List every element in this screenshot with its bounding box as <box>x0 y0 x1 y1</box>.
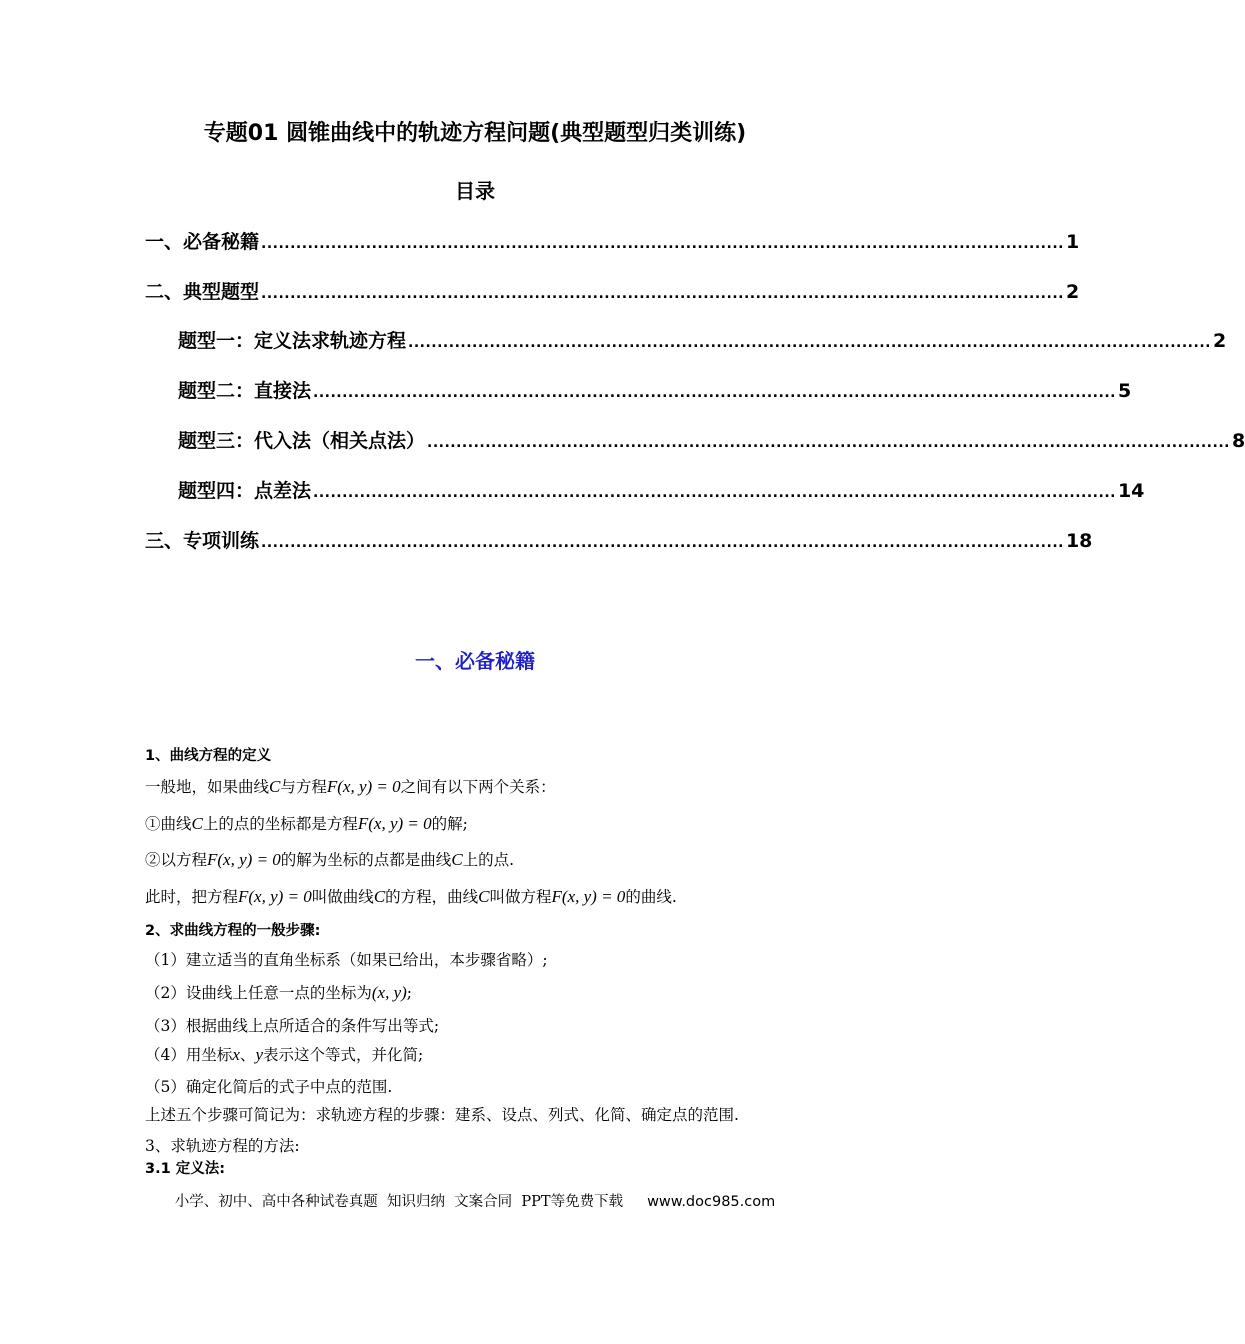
toc-item-label: 题型一：定义法求轨迹方程 <box>178 330 407 352</box>
toc-leader-dots: .......................................................................................................................................... <box>261 236 1064 252</box>
text: 一般地，如果曲线 <box>145 778 270 796</box>
text: 、 <box>239 1046 256 1064</box>
s3-heading: 3、求轨迹方程的方法: <box>145 1137 300 1155</box>
s31-heading: 3.1 定义法: <box>145 1161 226 1177</box>
toc-item-label: 题型四：点差法 <box>178 480 312 502</box>
toc-item-page: 2 <box>1212 330 1227 352</box>
text: 此时，把方程 <box>145 888 239 906</box>
math-xy: (x, y) <box>371 983 407 1002</box>
math-f: F(x, y) = 0 <box>551 887 626 906</box>
toc-item-bibei[interactable] <box>145 227 1080 255</box>
math-f: F(x, y) = 0 <box>357 814 432 833</box>
text: 的方程，曲线 <box>385 888 479 906</box>
toc-item-tixing2[interactable] <box>178 376 1132 404</box>
text: 上的点的坐标都是方程 <box>202 815 358 833</box>
math-f: F(x, y) = 0 <box>207 850 281 869</box>
toc-item-tixing4[interactable] <box>178 476 1145 504</box>
text: ①曲线 <box>145 815 192 833</box>
toc-item-page: 5 <box>1117 380 1132 402</box>
math-y: y <box>255 1045 263 1064</box>
s1-intro <box>145 777 556 797</box>
toc-item-tixing3[interactable] <box>178 426 1245 454</box>
toc-leader-dots: .......................................................................................................................................... <box>261 286 1064 302</box>
text: 之间有以下两个关系： <box>400 778 556 796</box>
math-f: F(x, y) = 0 <box>238 887 312 906</box>
s1-heading: 1、曲线方程的定义 <box>145 748 272 764</box>
toc-item-page: 1 <box>1065 231 1080 253</box>
toc-item-label: 题型三：代入法（相关点法） <box>178 430 426 452</box>
text: ②以方程 <box>145 851 208 869</box>
toc-item-page: 2 <box>1065 281 1080 303</box>
step-2 <box>145 983 412 1003</box>
toc-item-tixing1[interactable] <box>178 326 1227 354</box>
text: 与方程 <box>280 778 327 796</box>
toc-item-label: 二、典型题型 <box>145 281 260 303</box>
toc-item-label: 三、专项训练 <box>145 530 260 552</box>
toc-item-page: 8 <box>1231 430 1245 452</box>
toc-item-page: 18 <box>1065 530 1093 552</box>
toc-item-page: 14 <box>1117 480 1145 502</box>
math-c: C <box>373 887 386 906</box>
s1-conclusion <box>145 887 677 907</box>
step-4 <box>145 1045 423 1065</box>
toc-leader-dots: .......................................................................................................................................... <box>313 485 1116 501</box>
text: 叫做曲线 <box>311 888 374 906</box>
math-c: C <box>478 887 490 906</box>
s2-heading: 2、求曲线方程的一般步骤: <box>145 923 321 939</box>
text: 叫做方程 <box>489 888 552 906</box>
toc-item-label: 一、必备秘籍 <box>145 231 260 253</box>
steps-summary: 上述五个步骤可简记为：求轨迹方程的步骤：建系、设点、列式、化简、确定点的范围. <box>145 1106 739 1124</box>
toc-leader-dots: .......................................................................................................................................... <box>313 385 1116 401</box>
toc-item-label: 题型二：直接法 <box>178 380 312 402</box>
s1-item2 <box>145 850 514 870</box>
step-1: （1）建立适当的直角坐标系（如果已给出，本步骤省略）; <box>145 951 548 969</box>
text: 的曲线. <box>625 888 677 906</box>
section-title: 一、必备秘籍 <box>415 649 535 673</box>
text: 上的点. <box>462 851 515 869</box>
math-x: x <box>232 1045 240 1064</box>
toc-leader-dots: .......................................................................................................................................... <box>427 435 1230 451</box>
document-title: 专题01 圆锥曲线中的轨迹方程问题(典型题型归类训练) <box>203 121 747 146</box>
footer-site-link[interactable]: www.doc985.com <box>647 1194 776 1210</box>
toc-item-zhuanxiang[interactable] <box>145 526 1093 554</box>
toc-heading: 目录 <box>455 179 495 203</box>
page-footer <box>0 1190 950 1211</box>
math-f: F(x, y) = 0 <box>326 777 401 796</box>
toc-item-dianxing[interactable] <box>145 277 1080 305</box>
step-3: （3）根据曲线上点所适合的条件写出等式; <box>145 1017 440 1035</box>
text: ; <box>406 984 413 1002</box>
math-c: C <box>269 777 281 796</box>
toc-leader-dots: .......................................................................................................................................... <box>408 335 1211 351</box>
text: 的解; <box>431 815 468 833</box>
text: （4）用坐标 <box>145 1046 233 1064</box>
step-5: （5）确定化简后的式子中点的范围. <box>145 1078 393 1096</box>
s1-item1 <box>145 814 468 834</box>
math-c: C <box>191 814 203 833</box>
text: 的解为坐标的点都是曲线 <box>280 851 452 869</box>
math-c: C <box>451 850 463 869</box>
footer-text: 小学、初中、高中各种试卷真题 知识归纳 文案合同 PPT等免费下载 <box>174 1194 624 1210</box>
text: （2）设曲线上任意一点的坐标为 <box>145 984 372 1002</box>
text: 表示这个等式，并化简; <box>262 1046 424 1064</box>
toc-leader-dots: .......................................................................................................................................... <box>261 535 1064 551</box>
